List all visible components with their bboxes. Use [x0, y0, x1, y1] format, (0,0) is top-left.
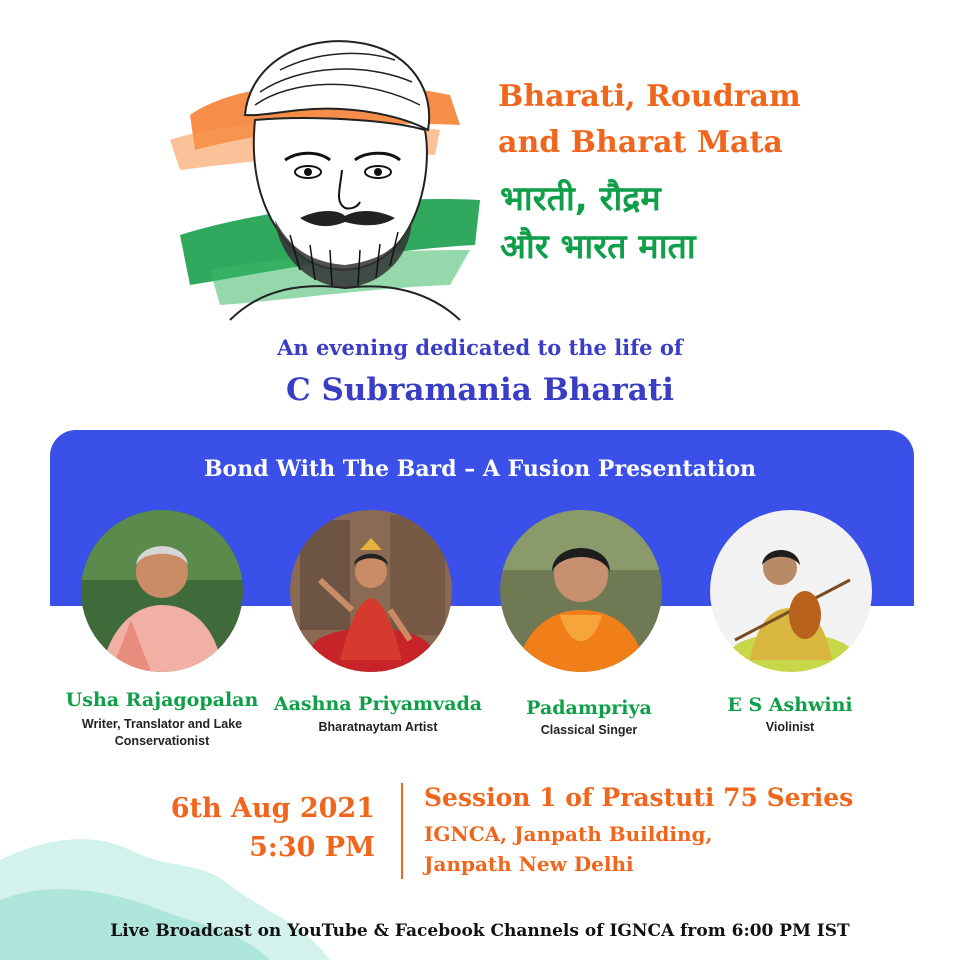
event-date: 6th Aug 2021 [170, 793, 375, 824]
performer-name-3: Padampriya [526, 697, 652, 719]
title-english-line-2: and Bharat Mata [498, 125, 783, 160]
title-hindi-line-1: भारती, रौद्रम [500, 179, 661, 219]
performer-photo-ashwini [710, 510, 872, 672]
performer-photo-aashna [290, 510, 452, 672]
bharati-portrait-illustration [150, 20, 490, 330]
performer-photo-padampriya [500, 510, 662, 672]
honoree-name: C Subramania Bharati [286, 372, 674, 408]
broadcast-info: Live Broadcast on YouTube & Facebook Channels of IGNCA from 6:00 PM IST [110, 921, 850, 941]
title-hindi-line-2: और भारत माता [500, 227, 696, 267]
performer-role-4: Violinist [765, 720, 815, 734]
intro-text: An evening dedicated to the life of [277, 335, 683, 360]
performer-role-2: Bharatnaytam Artist [318, 720, 438, 734]
performer-name-1: Usha Rajagopalan [65, 689, 259, 711]
performer-role-1-line-2: Conservationist [114, 734, 210, 748]
performer-name-4: E S Ashwini [727, 694, 853, 716]
session-title: Session 1 of Prastuti 75 Series [424, 783, 854, 812]
performer-photo-usha [81, 510, 243, 672]
program-title: Bond With The Bard – A Fusion Presentation [203, 456, 757, 482]
performer-role-3: Classical Singer [540, 723, 638, 737]
venue-line-1: IGNCA, Janpath Building, [424, 822, 713, 846]
event-time: 5:30 PM [249, 832, 375, 863]
venue-line-2: Janpath New Delhi [424, 852, 634, 876]
divider [401, 783, 403, 879]
title-english-line-1: Bharati, Roudram [498, 79, 801, 114]
performer-name-2: Aashna Priyamvada [273, 693, 483, 715]
performer-role-1-line-1: Writer, Translator and Lake [81, 717, 243, 731]
